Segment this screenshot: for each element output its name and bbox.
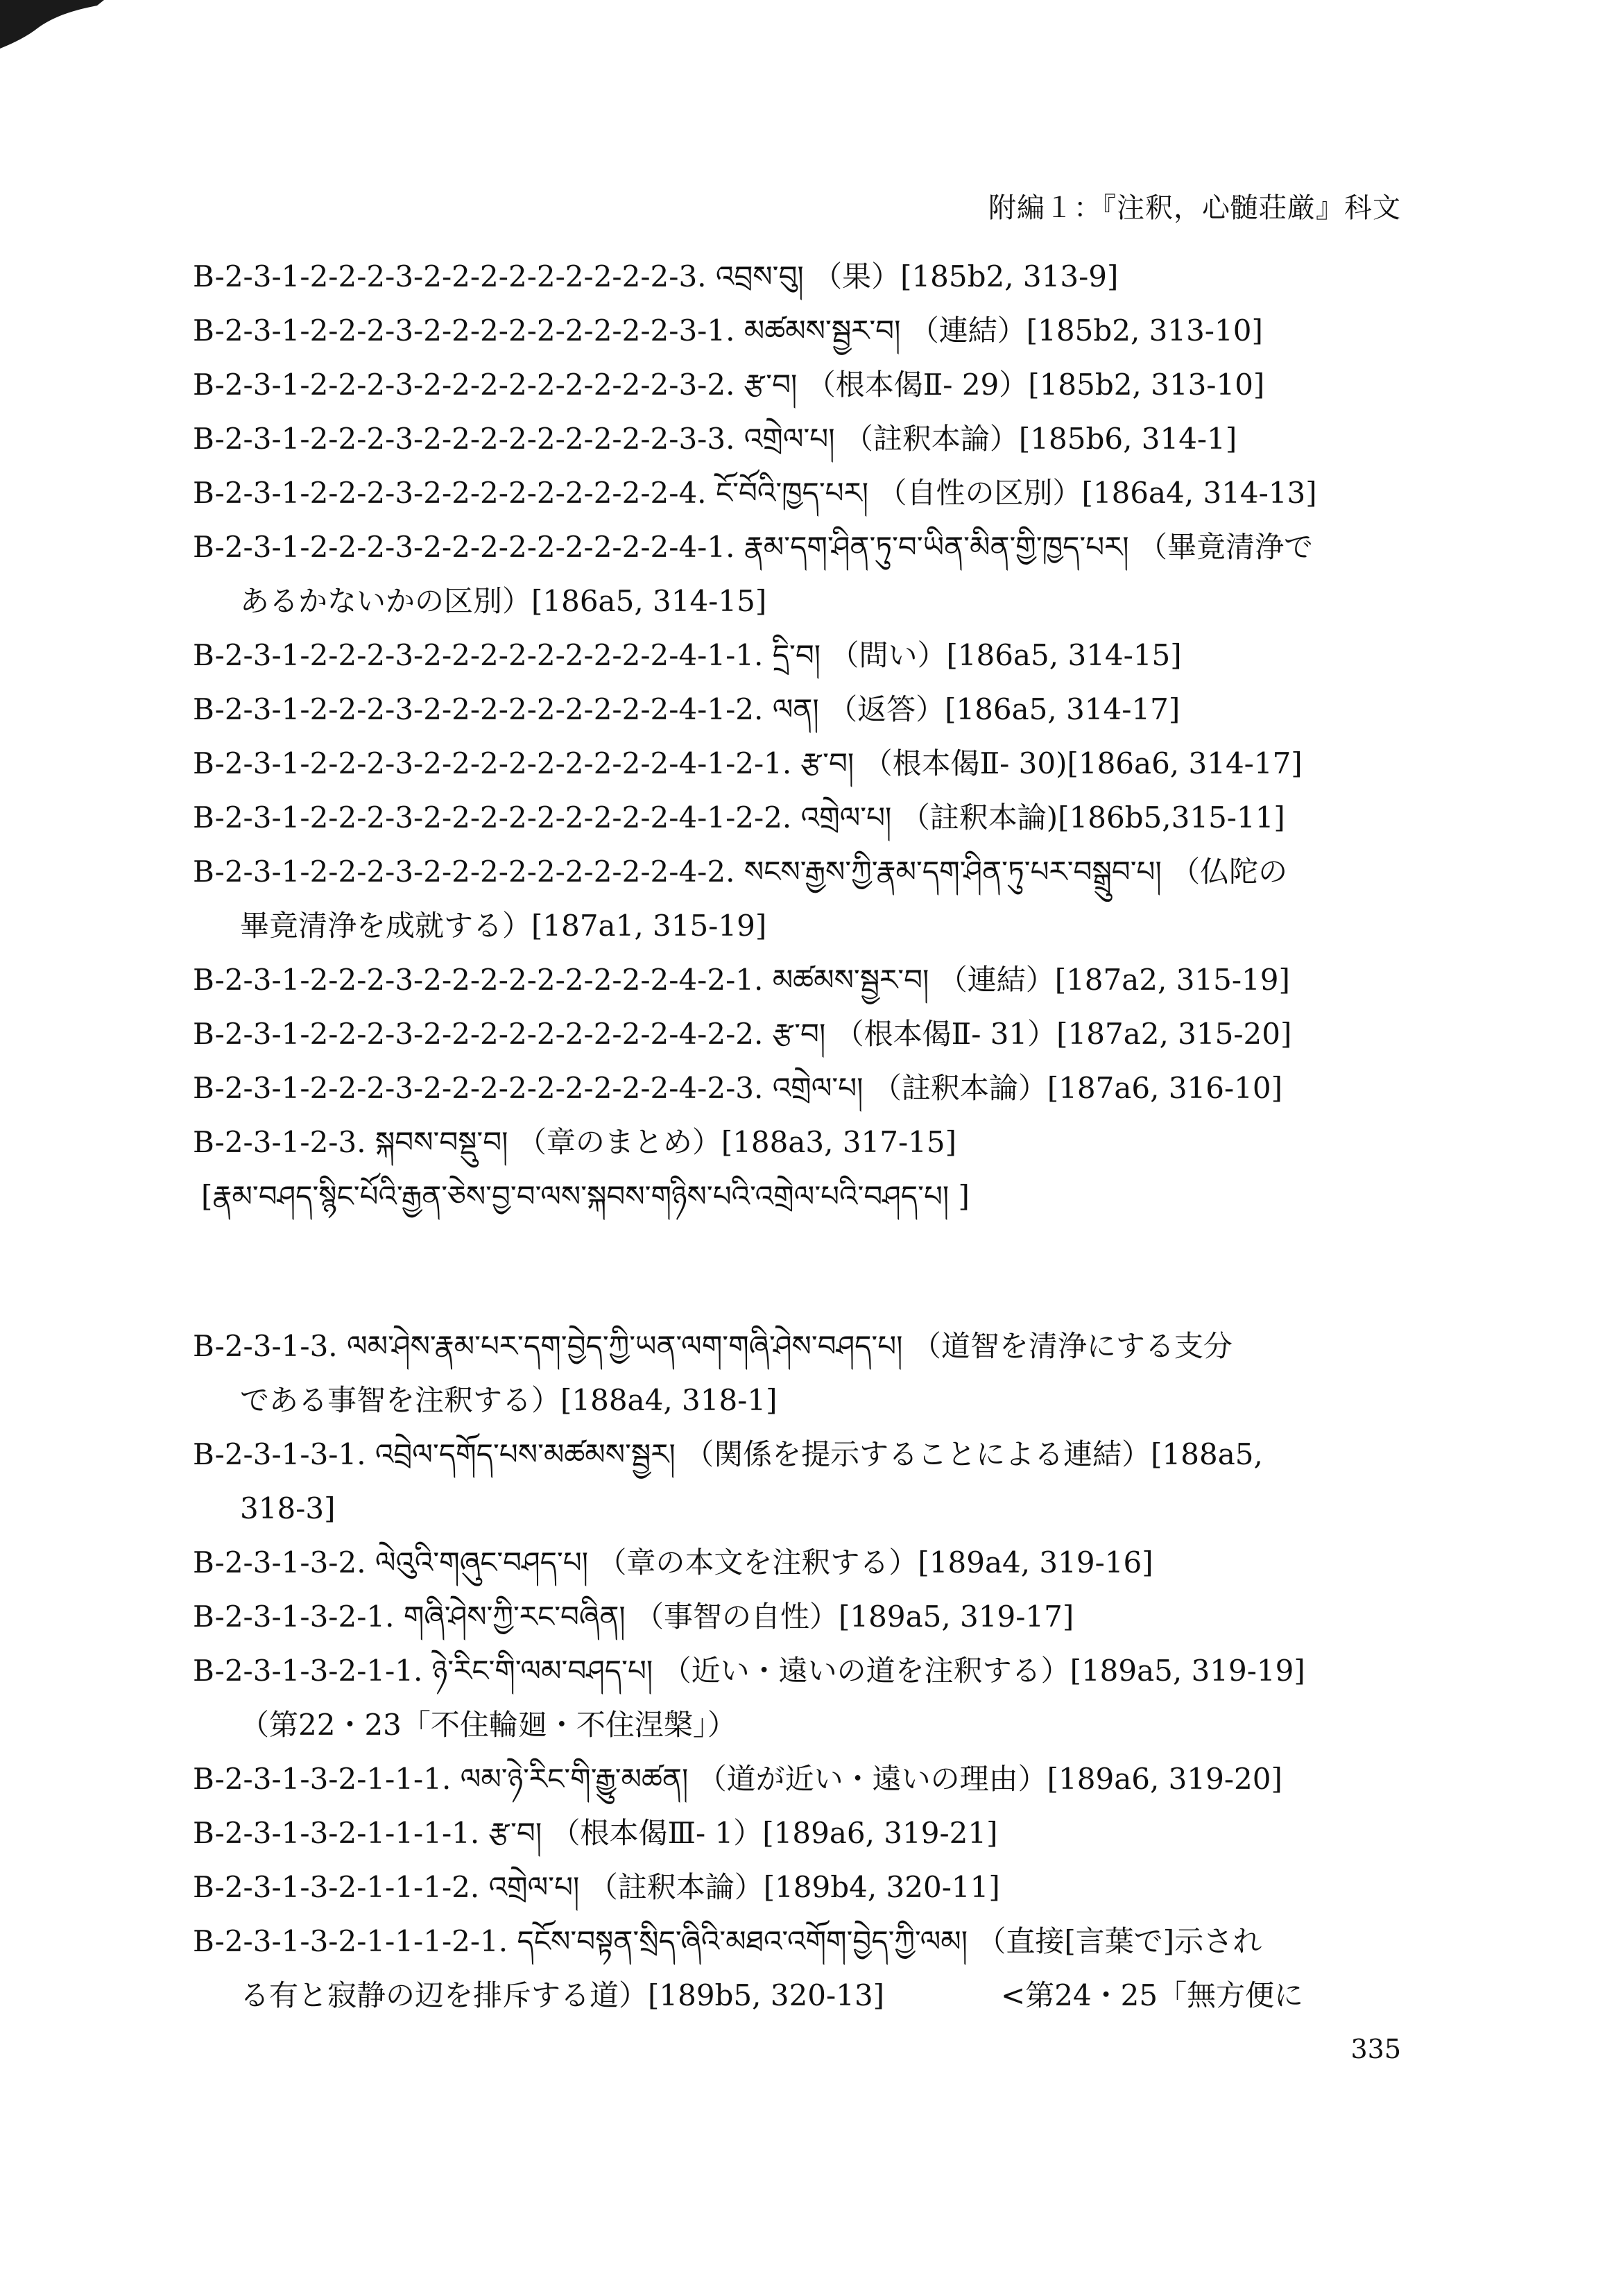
entry-code: B-2-3-1-3-1. — [193, 1437, 366, 1471]
outline-entry — [193, 520, 1414, 628]
entry-tibetan-title: སངས་རྒྱས་ཀྱི་རྣམ་དག་ཤིན་ཏུ་པར་བསྒྲུབ་པ། — [744, 855, 1162, 889]
chapter-summary-line: [རྣམ་བཤད་སྙིང་པོའི་རྒྱན་ཅེས་བྱ་བ་ལས་སྐབས་གཉིས་པའི་འགྲེལ་པའི་བཤད་པ། ] — [201, 1179, 970, 1213]
entry-tibetan-title: འགྲེལ་པ། — [772, 1071, 864, 1105]
entry-continuation: 畢竟清浄を成就する）[187a1, 315-19] — [240, 909, 767, 943]
entry-translation: （註釈本論）[185b6, 314-1] — [843, 422, 1237, 456]
entry-code: B-2-3-1-2-2-2-3-2-2-2-2-2-2-2-2-2-4-2-2. — [193, 1017, 764, 1051]
entry-code: B-2-3-1-2-3. — [193, 1125, 366, 1159]
outline-entry — [193, 466, 1414, 520]
entry-code: B-2-3-1-2-2-2-3-2-2-2-2-2-2-2-2-2-3-1. — [193, 314, 735, 348]
entry-translation: （連結）[185b2, 313-10] — [909, 314, 1263, 348]
entry-code: B-2-3-1-2-2-2-3-2-2-2-2-2-2-2-2-2-4-1-2-2. — [193, 800, 792, 834]
entry-translation: （章の本文を注釈する）[189a4, 319-16] — [597, 1545, 1153, 1579]
entry-tibetan-title: ལམ་ཉེ་རིང་གི་རྒྱུ་མཚན། — [460, 1762, 689, 1796]
entry-translation: （註釈本論)[186b5,315-11] — [900, 800, 1285, 834]
entry-translation: （直接[言葉で]示され — [977, 1924, 1262, 1958]
entry-tibetan-title: སྐབས་བསྡུ་བ། — [375, 1125, 508, 1159]
outline-entry — [193, 358, 1414, 412]
entry-translation: （事智の自性）[189a5, 319-17] — [635, 1600, 1074, 1634]
entry-code: B-2-3-1-3-2. — [193, 1545, 366, 1579]
outline-entry — [193, 1860, 1414, 1914]
entry-continuation: 318-3] — [240, 1491, 336, 1525]
outline-entry — [193, 1644, 1414, 1752]
running-header: 附編１：『注釈，心髄荘厳』科文 — [988, 192, 1401, 224]
outline-entry — [193, 791, 1414, 845]
entry-translation: （道が近い・遠いの理由）[189a6, 319-20] — [697, 1762, 1282, 1796]
entry-code: B-2-3-1-2-2-2-3-2-2-2-2-2-2-2-2-2-4-1. — [193, 530, 735, 564]
entry-code: B-2-3-1-3-2-1. — [193, 1600, 395, 1634]
entry-code: B-2-3-1-2-2-2-3-2-2-2-2-2-2-2-2-2-3-2. — [193, 368, 735, 402]
entry-translation: （道智を清浄にする支分 — [911, 1329, 1233, 1363]
entry-translation: （近い・遠いの道を注釈する）[189a5, 319-19] — [662, 1654, 1305, 1688]
entry-continuation: である事智を注釈する）[188a4, 318-1] — [240, 1383, 778, 1417]
entry-tibetan-title: རྩ་བ། — [800, 746, 855, 780]
entry-code: B-2-3-1-2-2-2-3-2-2-2-2-2-2-2-2-2-4-2-1. — [193, 963, 764, 997]
entry-continuation: る有と寂静の辺を排斥する道）[189b5, 320-13] <第24・25「無方便に — [240, 1978, 1304, 2012]
entry-tibetan-title: ཉེ་རིང་གི་ལམ་བཤད་པ། — [431, 1654, 653, 1688]
entry-translation: （連結）[187a2, 315-19] — [938, 963, 1290, 997]
entry-tibetan-title: ལན། — [772, 692, 819, 726]
entry-tibetan-title: འབྲས་བུ། — [715, 259, 804, 293]
entry-tibetan-title: ལམ་ཤེས་རྣམ་པར་དག་བྱེད་ཀྱི་ཡན་ལག་གཞི་ཤེས་བཤད་པ། — [347, 1329, 903, 1363]
entry-translation: （返答）[186a5, 314-17] — [828, 692, 1180, 726]
entry-tibetan-title: མཚམས་སྦྱར་བ། — [744, 314, 901, 348]
outline-entries — [193, 250, 1414, 2023]
scan-corner-mark — [0, 0, 104, 55]
entry-continuation: （第22・23「不住輪廻・不住涅槃」） — [240, 1708, 737, 1742]
entry-translation: （自性の区別）[186a4, 314-13] — [877, 476, 1317, 510]
entry-tibetan-title: དངོས་བསྟན་སྲིད་ཞིའི་མཐའ་འགོག་བྱེད་ཀྱི་ལམ། — [517, 1924, 968, 1958]
entry-code: B-2-3-1-2-2-2-3-2-2-2-2-2-2-2-2-2-4-2-3. — [193, 1071, 764, 1105]
section-gap — [193, 1224, 1414, 1319]
entry-translation: （根本偈Ⅱ- 29）[185b2, 313-10] — [806, 368, 1265, 402]
outline-entry — [193, 683, 1414, 737]
entry-tibetan-title: འགྲེལ་པ། — [744, 422, 835, 456]
entry-code: B-2-3-1-2-2-2-3-2-2-2-2-2-2-2-2-2-4. — [193, 476, 707, 510]
entry-translation: （畢竟清浄で — [1137, 530, 1313, 564]
entry-code: B-2-3-1-2-2-2-3-2-2-2-2-2-2-2-2-2-4-1-1. — [193, 638, 764, 672]
entry-translation: （根本偈Ⅱ- 31）[187a2, 315-20] — [834, 1017, 1292, 1051]
outline-entry — [193, 1061, 1414, 1115]
entry-tibetan-title: འབྲེལ་དགོད་པས་མཚམས་སྦྱར། — [375, 1437, 676, 1471]
entry-tibetan-title: རྣམ་དག་ཤིན་ཏུ་བ་ཡིན་མིན་གྱི་ཁྱད་པར། — [744, 530, 1129, 564]
outline-entry — [193, 737, 1414, 791]
outline-entry — [193, 1007, 1414, 1061]
outline-entry — [193, 1590, 1414, 1644]
page-number: 335 — [1350, 2034, 1401, 2064]
outline-entry — [193, 412, 1414, 466]
entry-tibetan-title: དྲི་བ། — [772, 638, 821, 672]
entry-tibetan-title: རྩ་བ། — [772, 1017, 826, 1051]
outline-entry — [193, 628, 1414, 683]
entry-code: B-2-3-1-3-2-1-1. — [193, 1654, 423, 1688]
outline-entry — [193, 1752, 1414, 1806]
entry-translation: （仏陀の — [1171, 855, 1288, 889]
outline-entry — [193, 1536, 1414, 1590]
entry-code: B-2-3-1-3-2-1-1-1-2-1. — [193, 1924, 508, 1958]
entry-code: B-2-3-1-2-2-2-3-2-2-2-2-2-2-2-2-2-3. — [193, 259, 707, 293]
outline-entry — [193, 250, 1414, 304]
entry-translation: （果）[185b2, 313-9] — [813, 259, 1119, 293]
entry-code: B-2-3-1-2-2-2-3-2-2-2-2-2-2-2-2-2-4-2. — [193, 855, 735, 889]
entry-tibetan-title: འགྲེལ་པ། — [488, 1870, 580, 1904]
entry-code: B-2-3-1-2-2-2-3-2-2-2-2-2-2-2-2-2-4-1-2. — [193, 692, 764, 726]
entry-translation: （根本偈Ⅲ- 1）[189a6, 319-21] — [551, 1816, 998, 1850]
entry-tibetan-title: འགྲེལ་པ། — [800, 800, 892, 834]
entry-tibetan-title: ངོ་བོའི་ཁྱད་པར། — [715, 476, 869, 510]
entry-code: B-2-3-1-3. — [193, 1329, 338, 1363]
entry-tibetan-title: གཞི་ཤེས་ཀྱི་རང་བཞིན། — [403, 1600, 626, 1634]
entry-tibetan-title: ལེའུའི་གཞུང་བཤད་པ། — [375, 1545, 589, 1579]
outline-entry — [193, 1115, 1414, 1170]
outline-entry — [193, 1428, 1414, 1536]
entry-tibetan-title: རྩ་བ། — [488, 1816, 542, 1850]
entry-translation: （註釈本論）[189b4, 320-11] — [588, 1870, 1000, 1904]
outline-entry — [193, 1319, 1414, 1428]
entry-continuation: あるかないかの区別）[186a5, 314-15] — [240, 584, 767, 618]
outline-entry — [193, 1914, 1414, 2023]
entry-code: B-2-3-1-3-2-1-1-1-2. — [193, 1870, 480, 1904]
entry-tibetan-title: རྩ་བ། — [744, 368, 798, 402]
entry-translation: （章のまとめ）[188a3, 317-15] — [517, 1125, 957, 1159]
outline-entry — [193, 304, 1414, 358]
entry-code: B-2-3-1-3-2-1-1-1-1. — [193, 1816, 480, 1850]
entry-translation: （根本偈Ⅱ- 30)[186a6, 314-17] — [863, 746, 1303, 780]
entry-tibetan-title: མཚམས་སྦྱར་བ། — [772, 963, 929, 997]
outline-entry — [193, 953, 1414, 1007]
entry-code: B-2-3-1-2-2-2-3-2-2-2-2-2-2-2-2-2-3-3. — [193, 422, 735, 456]
entry-code: B-2-3-1-2-2-2-3-2-2-2-2-2-2-2-2-2-4-1-2-1. — [193, 746, 792, 780]
outline-entry — [193, 1806, 1414, 1860]
entry-translation: （註釈本論）[187a6, 316-10] — [872, 1071, 1283, 1105]
outline-entry — [193, 845, 1414, 953]
entry-code: B-2-3-1-3-2-1-1-1. — [193, 1762, 452, 1796]
entry-translation: （問い）[186a5, 314-15] — [830, 638, 1182, 672]
entry-translation: （関係を提示することによる連結）[188a5, — [685, 1437, 1263, 1471]
